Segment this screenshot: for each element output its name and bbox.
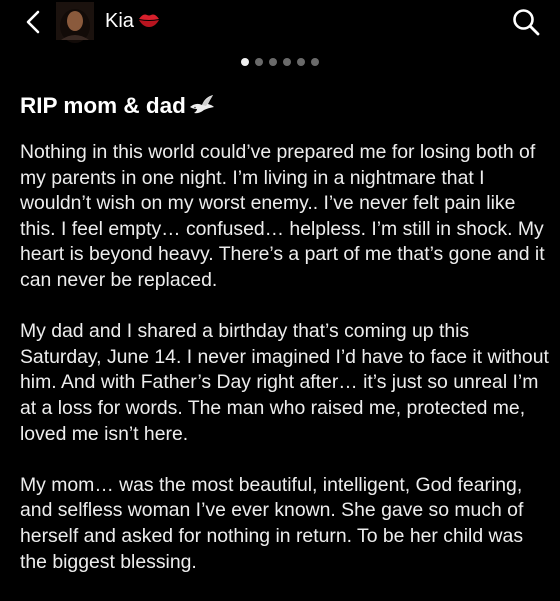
lips-icon (138, 12, 160, 28)
post-title-text: RIP mom & dad (20, 93, 186, 118)
post-title (20, 91, 216, 121)
avatar-image (56, 2, 94, 40)
back-button[interactable] (20, 8, 46, 36)
username[interactable]: Kia (105, 10, 134, 32)
carousel-indicator (0, 58, 560, 68)
search-icon (510, 6, 542, 38)
carousel-dot[interactable] (311, 58, 319, 66)
top-bar (0, 0, 560, 44)
search-button[interactable] (510, 6, 542, 38)
chevron-left-icon (20, 8, 46, 36)
dove-icon (188, 93, 216, 117)
carousel-dot[interactable] (255, 58, 263, 66)
post-paragraph: Nothing in this world could’ve prepared me for losing both of my parents in one night. I’m living in a nightmare that I wouldn’t wish on my worst enemy.. I’ve never felt pain like this. I feel empty… confused… helpless. I’m still in shock. My heart is beyond heavy. There’s a part of me that’s gone and it can never be replaced. (20, 141, 545, 291)
post-paragraph: My dad and I shared a birthday that’s coming up this Saturday, June 14. I never imagined I’d have to face it without him. And with Father’s Day right after… it’s just so unreal I’m at a loss for words. The man who raised me, protected me, loved me isn’t here. (20, 320, 549, 445)
avatar[interactable] (56, 2, 94, 40)
carousel-dot[interactable] (269, 58, 277, 66)
carousel-dot[interactable] (241, 58, 249, 66)
post-body (20, 140, 550, 601)
post-paragraph: My mom… was the most beautiful, intelligent, God fearing, and selfless woman I’ve ever known. She gave so much of herself and asked for nothing in return. To be her child was the biggest blessing. (20, 473, 524, 573)
carousel-dot[interactable] (297, 58, 305, 66)
carousel-dot[interactable] (283, 58, 291, 66)
